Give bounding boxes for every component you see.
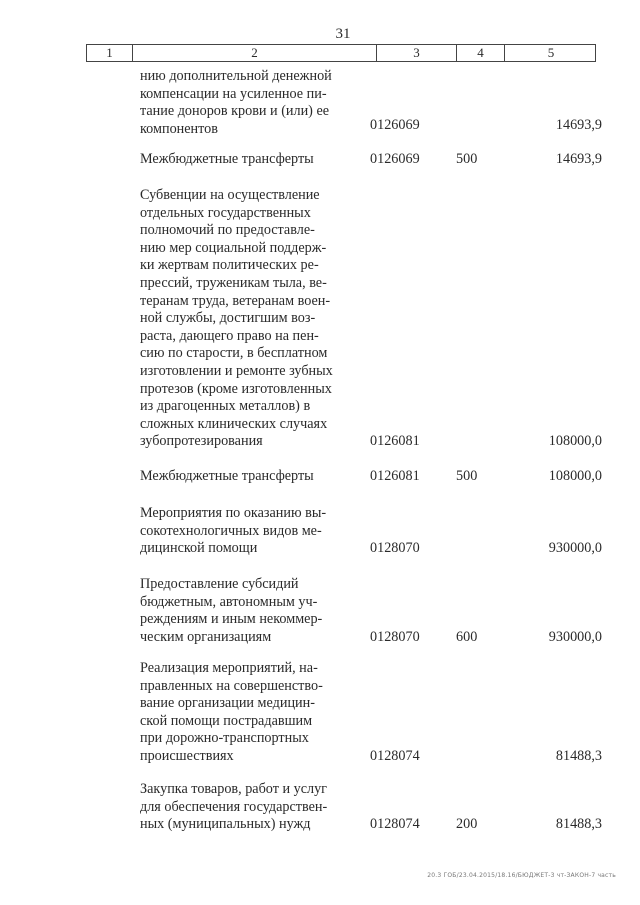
row-amount: 108000,0 xyxy=(548,433,602,449)
row-description: Реализация мероприятий, на- правленных на совершенство- вание организации медицин- ской помощи пострадавшим при дорожно-транспортных происшествиях xyxy=(140,660,323,764)
row-type: 500 xyxy=(456,151,478,167)
row-code: 0126081 xyxy=(370,433,420,449)
row-amount: 81488,3 xyxy=(555,816,602,832)
row-description: Мероприятия по оказанию вы- сокотехнологичных видов ме- дицинской помощи xyxy=(140,505,327,557)
footer-reference: 20.3 ГОБ/23.04.2015/18.16/БЮДЖЕТ-3 чт-ЗАКОН-7 часть xyxy=(427,872,616,879)
row-description: Закупка товаров, работ и услуг для обеспечения государствен- ных (муниципальных) нужд xyxy=(140,781,328,833)
table-header xyxy=(86,44,596,62)
row-code: 0128074 xyxy=(370,816,420,832)
row-code: 0128070 xyxy=(370,629,420,645)
header-col-5: 5 xyxy=(547,45,555,60)
row-amount: 108000,0 xyxy=(548,468,602,484)
row-amount: 14693,9 xyxy=(555,151,602,167)
row-amount: 930000,0 xyxy=(548,540,602,556)
row-code: 0126081 xyxy=(370,468,420,484)
row-description: Субвенции на осуществление отдельных государственных полномочий по предоставле- нию мер социальной поддерж- ки жертвам политических ре- прессий, труженикам тыла, ве- теранам труда, ветеранам воен- ной службы, достигшим воз- раста, дающего право на пен- сию по старости, в бесплатном изготовлении и ремонте зубных протезов (кроме изготовленных из драгоценных металлов) в сложных клинических случаях зубопротезирования xyxy=(140,187,333,450)
row-type: 200 xyxy=(456,816,478,832)
header-col-1: 1 xyxy=(87,45,133,61)
row-description: Предоставление субсидий бюджетным, автономным уч- реждениям и иным некоммер- ческим организациям xyxy=(140,576,323,645)
page-number: 31 xyxy=(335,26,351,42)
row-code: 0126069 xyxy=(370,117,420,133)
row-code: 0128070 xyxy=(370,540,420,556)
row-type: 500 xyxy=(456,468,478,484)
header-col-2: 2 xyxy=(133,45,377,61)
row-description: нию дополнительной денежной компенсации на усиленное пи- тание доноров крови и (или) ее компонентов xyxy=(140,68,332,137)
row-code: 0126069 xyxy=(370,151,420,167)
row-description: Межбюджетные трансферты xyxy=(140,151,314,167)
header-col-3: 3 xyxy=(377,45,457,61)
row-amount: 14693,9 xyxy=(555,117,602,133)
row-amount: 930000,0 xyxy=(548,629,602,645)
row-type: 600 xyxy=(456,629,478,645)
row-code: 0128074 xyxy=(370,748,420,764)
row-description: Межбюджетные трансферты xyxy=(140,468,314,484)
row-amount: 81488,3 xyxy=(555,748,602,764)
header-col-4: 4 xyxy=(457,45,505,61)
